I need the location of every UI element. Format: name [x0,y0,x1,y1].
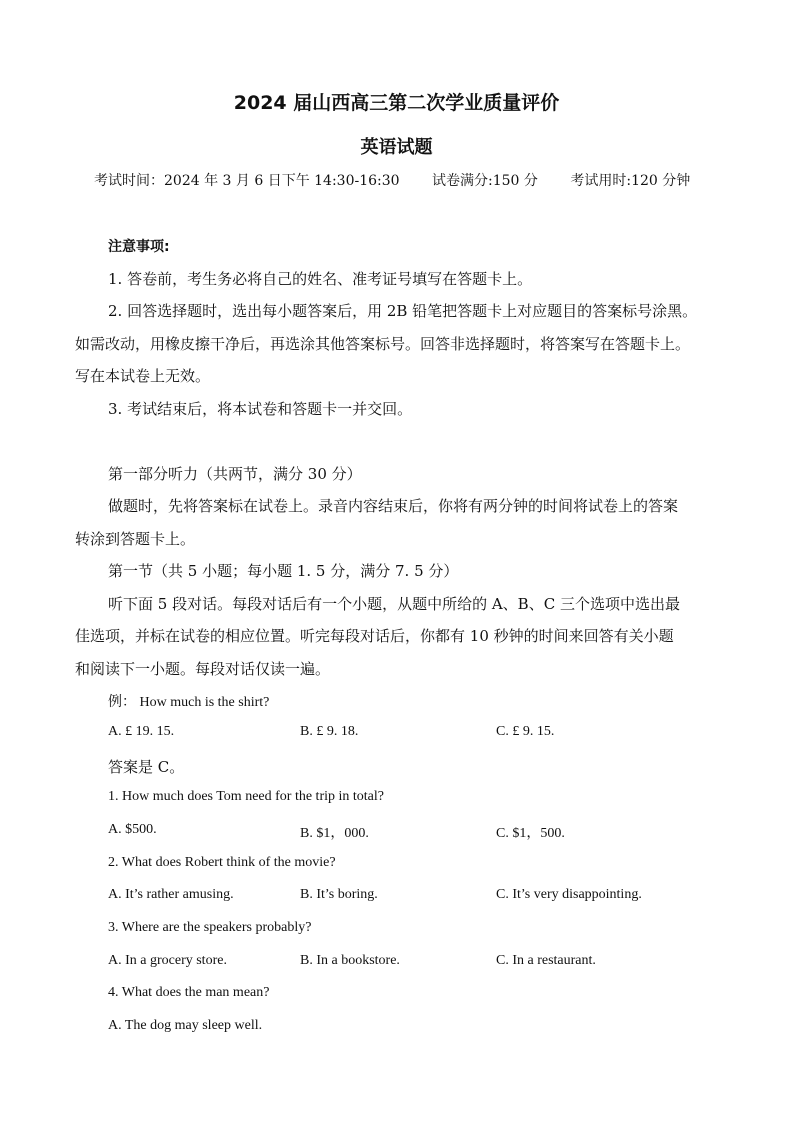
question-1-option-c: C. $1，500. [496,826,565,841]
subject-title: 英语试题 [360,137,433,158]
question-1-option-b: B. $1，000. [300,826,369,841]
exam-duration: 考试用时:120 分钟 [570,173,691,189]
question-1: 1. How much does Tom need for the trip in total? [108,789,384,804]
notes-heading: 注意事项: [108,239,170,255]
section1-instruction-line1: 听下面 5 段对话。每段对话后有一个小题，从题中所给的 A、B、C 三个选项中选出最 [108,595,680,613]
question-4: 4. What does the man mean? [108,985,270,1000]
question-3: 3. Where are the speakers probably? [108,920,312,935]
note-item-2-line3: 写在本试卷上无效。 [75,367,211,385]
example-option-a: A. £ 19. 15. [108,724,175,739]
full-score: 试卷满分:150 分 [432,173,538,189]
part1-instruction-line2: 转涂到答题卡上。 [75,530,196,548]
note-item-3: 3. 考试结束后，将本试卷和答题卡一并交回。 [108,400,413,418]
example-option-b: B. £ 9. 18. [300,724,359,739]
section1-instruction-line3: 和阅读下一小题。每段对话仅读一遍。 [75,660,331,678]
question-3-option-b: B. In a bookstore. [300,953,400,968]
exam-time: 考试时间：2024 年 3 月 6 日下午 14:30-16:30 [94,173,400,189]
question-2-option-c: C. It’s very disappointing. [496,887,642,902]
example-answer: 答案是 C。 [108,758,185,776]
example-question: 例： How much is the shirt? [108,695,270,710]
note-item-1: 1. 答卷前，考生务必将自己的姓名、准考证号填写在答题卡上。 [108,270,533,288]
note-item-2-line1: 2. 回答选择题时，选出每小题答案后，用 2B 铅笔把答题卡上对应题目的答案标号涂黑。 [108,302,698,320]
example-option-c: C. £ 9. 15. [496,724,555,739]
section1-instruction-line2: 佳选项，并标在试卷的相应位置。听完每段对话后，你都有 10 秒钟的时间来回答有关小题 [75,627,674,645]
question-2-option-a: A. It’s rather amusing. [108,887,234,902]
question-1-option-a: A. $500. [108,822,157,837]
question-4-option-a: A. The dog may sleep well. [108,1018,263,1033]
note-item-2-line2: 如需改动，用橡皮擦干净后，再选涂其他答案标号。回答非选择题时，将答案写在答题卡上。 [75,335,691,353]
part1-instruction-line1: 做题时，先将答案标在试卷上。录音内容结束后，你将有两分钟的时间将试卷上的答案 [108,497,679,515]
exam-info [94,170,718,190]
question-2-option-b: B. It’s boring. [300,887,378,902]
question-3-option-a: A. In a grocery store. [108,953,227,968]
main-title: 2024 届山西高三第二次学业质量评价 [233,92,560,114]
question-3-option-c: C. In a restaurant. [496,953,596,968]
part1-heading: 第一部分听力（共两节，满分 30 分） [108,465,362,483]
question-2: 2. What does Robert think of the movie? [108,855,336,870]
section1-heading: 第一节（共 5 小题；每小题 1. 5 分，满分 7. 5 分） [108,562,459,580]
